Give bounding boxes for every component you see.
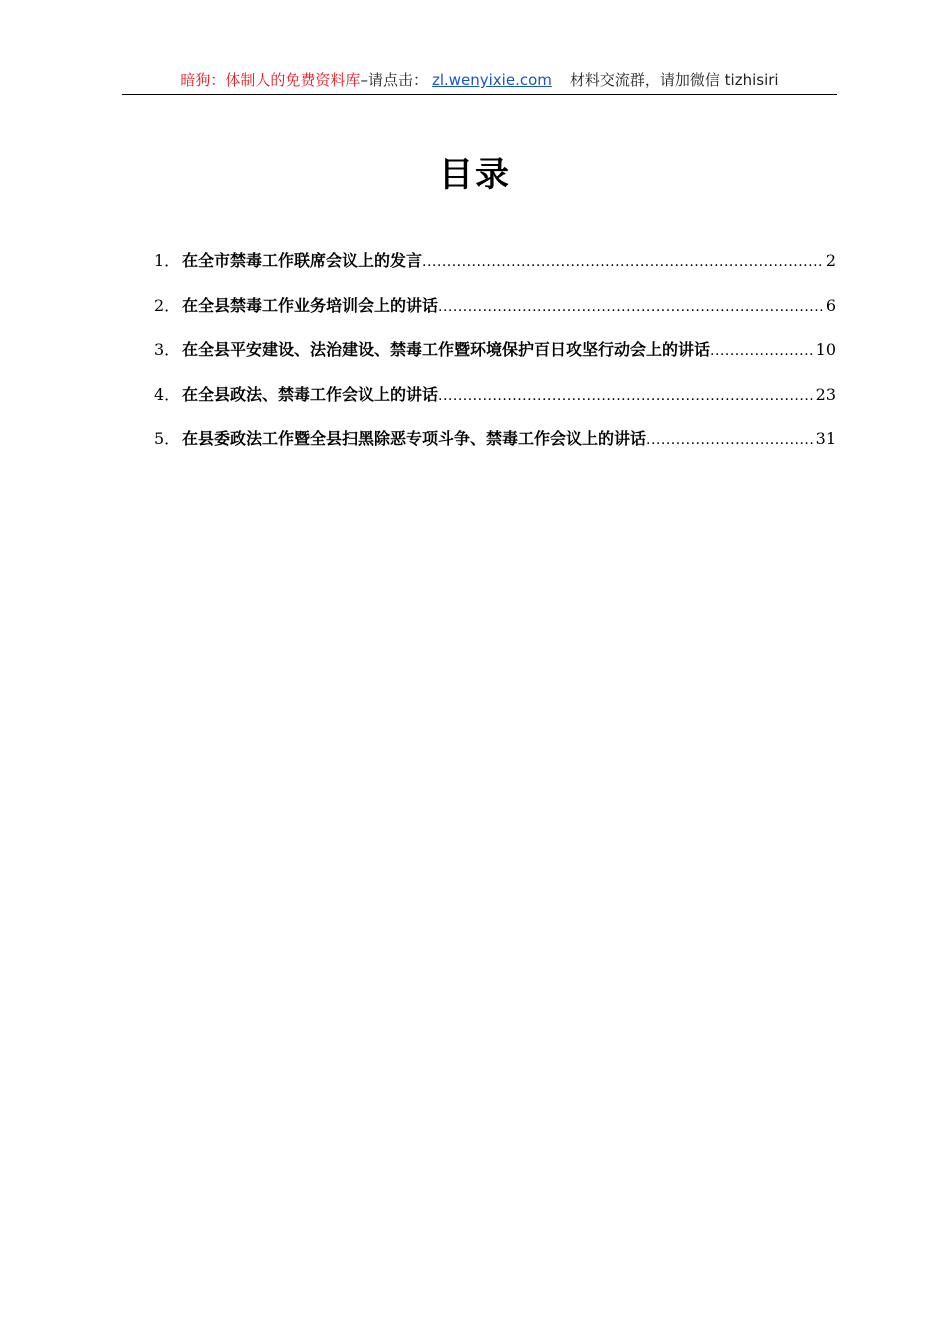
toc-entry-title: 在县委政法工作暨全县扫黑除恶专项斗争、禁毒工作会议上的讲话: [182, 429, 647, 448]
toc-entry-number: 4．: [154, 384, 181, 404]
toc-entry-page: 6: [825, 295, 836, 315]
toc-entry-page: 23: [815, 384, 836, 404]
page-title: 目录: [439, 155, 511, 195]
toc-entry[interactable]: [154, 426, 836, 471]
toc-entry-page: 2: [825, 251, 836, 270]
toc-dot-leader: [438, 294, 824, 320]
toc-entry-number: 5．: [154, 429, 181, 448]
header-group-note: 材料交流群，请加微信 tizhisiri: [569, 71, 779, 89]
toc-entry[interactable]: [154, 293, 836, 338]
toc-entry-number: 1．: [154, 251, 181, 270]
toc-dot-leader: [438, 383, 814, 409]
toc-entry-title: 在全市禁毒工作联席会议上的发言: [182, 251, 423, 270]
toc-entry[interactable]: [154, 337, 836, 382]
toc-entry[interactable]: [154, 248, 836, 293]
table-of-contents: [154, 248, 836, 471]
toc-entry[interactable]: [154, 382, 836, 427]
toc-entry-number: 3．: [154, 340, 181, 359]
toc-dot-leader: [710, 338, 814, 364]
toc-entry-title: 在全县禁毒工作业务培训会上的讲话: [182, 295, 439, 315]
toc-entry-page: 31: [815, 429, 836, 448]
toc-entry-number: 2．: [154, 295, 181, 315]
toc-dot-leader: [646, 427, 814, 453]
header-prompt: –请点击：: [360, 71, 428, 89]
toc-dot-leader: [422, 249, 824, 275]
header-site-name: 暗狗：体制人的免费资料库: [180, 71, 361, 89]
header-link[interactable]: zl.wenyixie.com: [431, 71, 552, 89]
toc-entry-title: 在全县平安建设、法治建设、禁毒工作暨环境保护百日攻坚行动会上的讲话: [182, 340, 711, 359]
toc-entry-title: 在全县政法、禁毒工作会议上的讲话: [182, 384, 439, 404]
page-header: [122, 68, 837, 95]
toc-entry-page: 10: [815, 340, 836, 359]
